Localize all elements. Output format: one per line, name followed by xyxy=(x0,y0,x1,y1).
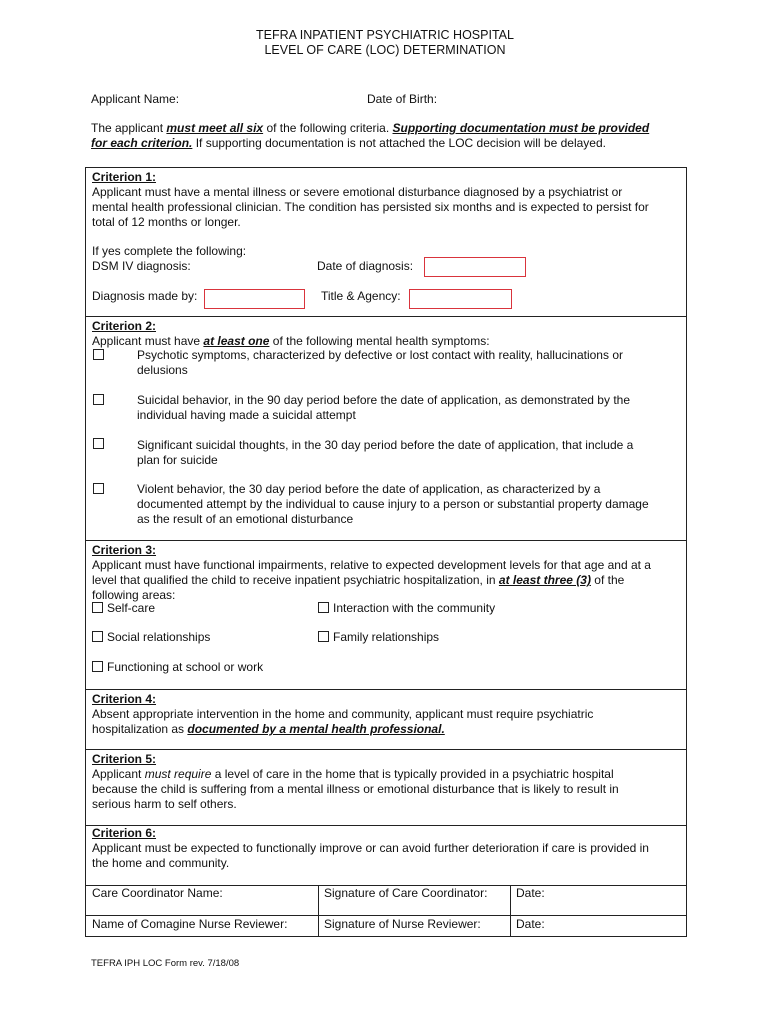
area-interaction-community: Interaction with the community xyxy=(318,601,495,616)
diagnosis-made-by-field[interactable] xyxy=(204,289,305,309)
criterion-1-text: mental health professional clinician. The condition has persisted six months and is expected to persist for xyxy=(92,200,649,214)
criterion-4-section xyxy=(85,690,687,750)
criterion-1-section xyxy=(85,167,687,317)
criterion-5-text: Applicant must require a level of care in the home that is typically provided in a psychiatric hospital xyxy=(92,767,614,781)
care-coordinator-name-cell[interactable]: Care Coordinator Name: xyxy=(92,886,223,900)
criterion-5-text: because the child is suffering from a mental illness or emotional disturbance that is likely to result in xyxy=(92,782,619,796)
date-of-diagnosis-label: Date of diagnosis: xyxy=(317,259,414,273)
criterion-3-section xyxy=(85,541,687,690)
date-of-diagnosis-field[interactable] xyxy=(424,257,526,277)
symptom-checkbox-psychotic[interactable] xyxy=(93,349,104,360)
criterion-2-title: Criterion 2: xyxy=(92,319,157,333)
date-of-birth-label: Date of Birth: xyxy=(367,92,438,106)
criterion-6-text: Applicant must be expected to functionally improve or can avoid further deterioration if care is provided in xyxy=(92,841,649,855)
diagnosis-made-by-label: Diagnosis made by: xyxy=(92,289,198,303)
if-yes-label: If yes complete the following: xyxy=(92,244,247,258)
symptom-checkbox-violent-behavior[interactable] xyxy=(93,483,104,494)
area-school-work: Functioning at school or work xyxy=(92,660,263,675)
area-social-relationships: Social relationships xyxy=(92,630,210,645)
area-checkbox-interaction-community[interactable] xyxy=(318,602,329,613)
criterion-3-text: following areas: xyxy=(92,588,176,602)
applicant-name-label: Applicant Name: xyxy=(91,92,180,106)
nurse-reviewer-signature-cell[interactable]: Signature of Nurse Reviewer: xyxy=(324,917,481,931)
symptom-psychotic: Psychotic symptoms, characterized by defective or lost contact with reality, hallucinations or delusions xyxy=(137,348,623,377)
criterion-2-lead: Applicant must have at least one of the following mental health symptoms: xyxy=(92,334,490,348)
area-checkbox-social-relationships[interactable] xyxy=(92,631,103,642)
criterion-1-text: total of 12 months or longer. xyxy=(92,215,241,229)
symptom-suicidal-behavior: Suicidal behavior, in the 90 day period before the date of application, as demonstrated by the individual having made a suicidal attempt xyxy=(137,393,630,422)
criterion-1-text: Applicant must have a mental illness or severe emotional disturbance diagnosed by a psychiatrist or xyxy=(92,185,623,199)
intro-line2: for each criterion. If supporting documentation is not attached the LOC decision will be delayed. xyxy=(91,136,606,150)
area-checkbox-school-work[interactable] xyxy=(92,661,103,672)
symptom-checkbox-suicidal-behavior[interactable] xyxy=(93,394,104,405)
area-self-care: Self-care xyxy=(92,601,155,616)
criterion-3-text: level that qualified the child to receive inpatient psychiatric hospitalization, in at least three (3) of the xyxy=(92,573,625,587)
area-family-relationships: Family relationships xyxy=(318,630,439,645)
area-checkbox-self-care[interactable] xyxy=(92,602,103,613)
criterion-6-text: the home and community. xyxy=(92,856,230,870)
criterion-6-title: Criterion 6: xyxy=(92,826,157,840)
form-title-line2: LEVEL OF CARE (LOC) DETERMINATION xyxy=(264,43,506,57)
area-checkbox-family-relationships[interactable] xyxy=(318,631,329,642)
criterion-4-title: Criterion 4: xyxy=(92,692,157,706)
title-agency-label: Title & Agency: xyxy=(321,289,401,303)
criterion-5-title: Criterion 5: xyxy=(92,752,157,766)
form-title-line1: TEFRA INPATIENT PSYCHIATRIC HOSPITAL xyxy=(256,28,514,42)
title-agency-field[interactable] xyxy=(409,289,512,309)
criterion-1-title: Criterion 1: xyxy=(92,170,157,184)
signature-table xyxy=(85,886,687,937)
symptom-violent-behavior: Violent behavior, the 30 day period before the date of application, as characterized by a documented attempt by the individual to cause injury to a person or substantial property damage as the result of an emotional disturbance xyxy=(137,482,649,526)
footer-revision: TEFRA IPH LOC Form rev. 7/18/08 xyxy=(91,958,240,969)
criterion-3-title: Criterion 3: xyxy=(92,543,157,557)
criterion-4-text: hospitalization as documented by a mental health professional. xyxy=(92,722,445,736)
care-coordinator-signature-cell[interactable]: Signature of Care Coordinator: xyxy=(324,886,488,900)
criterion-4-text: Absent appropriate intervention in the home and community, applicant must require psychiatric xyxy=(92,707,594,721)
nurse-reviewer-name-cell[interactable]: Name of Comagine Nurse Reviewer: xyxy=(92,917,288,931)
criterion-6-section xyxy=(85,826,687,886)
criterion-5-section xyxy=(85,750,687,826)
symptom-suicidal-thoughts: Significant suicidal thoughts, in the 30 day period before the date of application, that include a plan for suicide xyxy=(137,438,634,467)
symptom-checkbox-suicidal-thoughts[interactable] xyxy=(93,438,104,449)
dsm-diagnosis-label: DSM IV diagnosis: xyxy=(92,259,191,273)
criterion-2-section xyxy=(85,317,687,541)
nurse-reviewer-date-cell[interactable]: Date: xyxy=(516,917,545,931)
care-coordinator-date-cell[interactable]: Date: xyxy=(516,886,545,900)
criterion-3-text: Applicant must have functional impairments, relative to expected development levels for that age and at a xyxy=(92,558,651,572)
intro-line1: The applicant must meet all six of the following criteria. Supporting documentation must be provided xyxy=(91,121,650,135)
criterion-5-text: serious harm to self others. xyxy=(92,797,237,811)
